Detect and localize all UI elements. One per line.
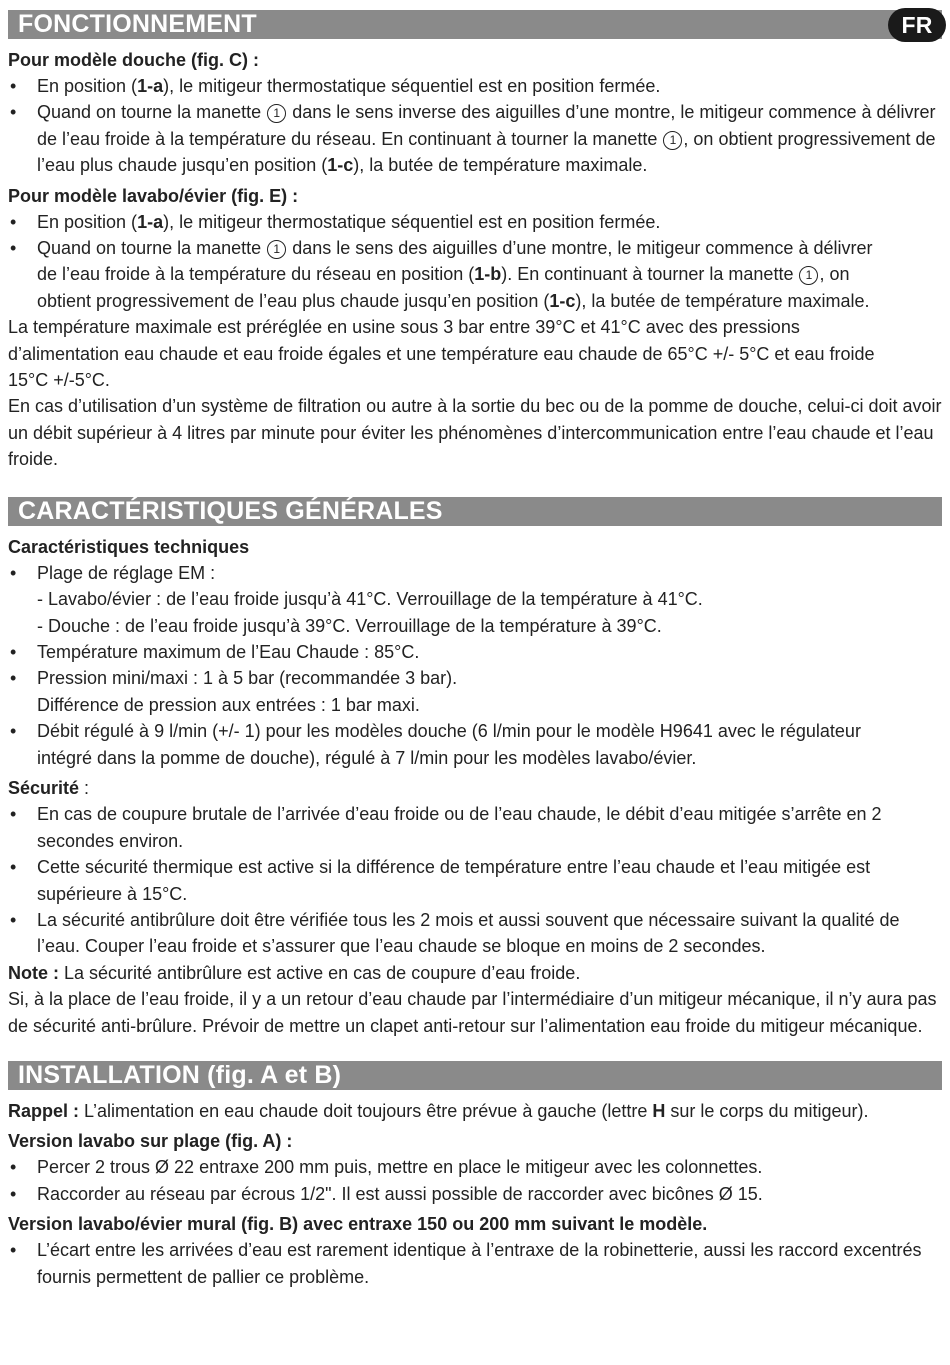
manual-page [8, 10, 942, 1290]
list-item: • Pression mini/maxi : 1 à 5 bar (recommandée 3 bar). [8, 665, 942, 691]
mural-list [8, 1237, 942, 1290]
lavabo-heading: Pour modèle lavabo/évier (fig. E) : [8, 185, 299, 206]
lavabo-list [8, 209, 942, 315]
securite-list [8, 801, 942, 959]
note-paragraph: Si, à la place de l’eau froide, il y a un retour d’eau chaude par l’intermédiaire d’un mitigeur mécanique, il n’y aura pas de sécurité anti-brûlure. Prévoir de mettre un clapet anti-retour sur l’alimentation eau froide du mitigeur mécanique. [8, 989, 937, 1036]
list-item: • Quand on tourne la manette 1 dans le sens des aiguilles d’une montre, le mitigeur commence à délivrer de l’eau froide à la température du réseau en position (1-b). En continuant à tourner la manette 1 , on obtient progressivement de l’eau plus chaude jusqu’en position (1-c), la butée de température maximale. [8, 235, 942, 314]
list-item: • Débit régulé à 9 l/min (+/- 1) pour les modèles douche (6 l/min pour le modèle H9641 avec le régulateur intégré dans la pomme de douche), régulé à 7 l/min pour les modèles lavabo/évier. [8, 718, 942, 771]
temperature-paragraph: La température maximale est préréglée en usine sous 3 bar entre 39°C et 41°C avec des pressions d’alimentation eau chaude et eau froide égales et une température eau chaude de 65°C +/- 5°C et eau froide 15°C +/-5°C. [8, 317, 875, 391]
note-line: Note : La sécurité antibrûlure est active en cas de coupure d’eau froide. [8, 962, 581, 983]
plage-lavabo: - Lavabo/évier : de l’eau froide jusqu’à 41°C. Verrouillage de la température à 41°C. [37, 589, 703, 610]
rappel-line: Rappel : L’alimentation en eau chaude doit toujours être prévue à gauche (lettre H sur le corps du mitigeur). [8, 1101, 869, 1121]
section-header-installation [8, 1061, 942, 1090]
list-item: • L’écart entre les arrivées d’eau est rarement identique à l’entraxe de la robinetterie, aussi les raccord excentrés fournis permettent de pallier ce problème. [8, 1237, 942, 1290]
douche-heading: Pour modèle douche (fig. C) : [8, 50, 259, 70]
list-item: • Quand on tourne la manette 1 dans le sens inverse des aiguilles d’une montre, le mitigeur commence à délivrer de l’eau froide à la température du réseau. En continuant à tourner la manette 1 , on obtient progressivement de l’eau plus chaude jusqu’en position (1-c), la butée de température maximale. [8, 99, 942, 178]
language-badge: FR [888, 8, 946, 42]
section-header-caracteristiques [8, 497, 942, 526]
circled-number-icon: 1 [663, 131, 682, 150]
plage-list [8, 1154, 942, 1207]
securite-heading: Sécurité : [8, 777, 90, 798]
circled-number-icon: 1 [267, 104, 286, 123]
list-item: • En position (1-a), le mitigeur thermostatique séquentiel est en position fermée. [8, 209, 942, 235]
tech-list [8, 560, 942, 586]
section-header-fonctionnement [8, 10, 942, 39]
douche-list [8, 73, 942, 179]
pression-difference: Différence de pression aux entrées : 1 bar maxi. [37, 694, 420, 715]
list-item: • La sécurité antibrûlure doit être vérifiée tous les 2 mois et aussi souvent que nécessaire suivant la qualité de l’eau. Couper l’eau froide et s’assurer que l’eau chaude se bloque en moins de 2 secondes. [8, 907, 942, 960]
tech-heading: Caractéristiques techniques [8, 536, 250, 557]
filtration-paragraph: En cas d’utilisation d’un système de filtration ou autre à la sortie du bec ou de la pomme de douche, celui-ci doit avoir un débit supérieur à 4 litres par minute pour éviter les phénomènes d’intercommunication entre l’eau chaude et l’eau froide. [8, 396, 942, 470]
plage-heading: Version lavabo sur plage (fig. A) : [8, 1131, 293, 1152]
list-item: • Raccorder au réseau par écrous 1/2". Il est aussi possible de raccorder avec bicônes Ø 15. [8, 1181, 942, 1207]
circled-number-icon: 1 [799, 266, 818, 285]
list-item: • Cette sécurité thermique est active si la différence de température entre l’eau chaude et l’eau mitigée est supérieure à 15°C. [8, 854, 942, 907]
plage-douche: - Douche : de l’eau froide jusqu’à 39°C. Verrouillage de la température à 39°C. [37, 615, 662, 636]
list-item: • En cas de coupure brutale de l’arrivée d’eau froide ou de l’eau chaude, le débit d’eau mitigée s’arrête en 2 secondes environ. [8, 801, 942, 854]
list-item: • En position (1-a), le mitigeur thermostatique séquentiel est en position fermée. [8, 73, 942, 99]
list-item: • Percer 2 trous Ø 22 entraxe 200 mm puis, mettre en place le mitigeur avec les colonnettes. [8, 1154, 942, 1180]
mural-heading: Version lavabo/évier mural (fig. B) avec entraxe 150 ou 200 mm suivant le modèle. [8, 1214, 708, 1235]
section-title: INSTALLATION (fig. A et B) [18, 1061, 342, 1089]
list-item: • Plage de réglage EM : [8, 560, 942, 586]
section-title: CARACTÉRISTIQUES GÉNÉRALES [18, 496, 443, 525]
list-item: • Température maximum de l’Eau Chaude : 85°C. [8, 639, 942, 665]
section-title: FONCTIONNEMENT [18, 10, 257, 38]
circled-number-icon: 1 [267, 240, 286, 259]
